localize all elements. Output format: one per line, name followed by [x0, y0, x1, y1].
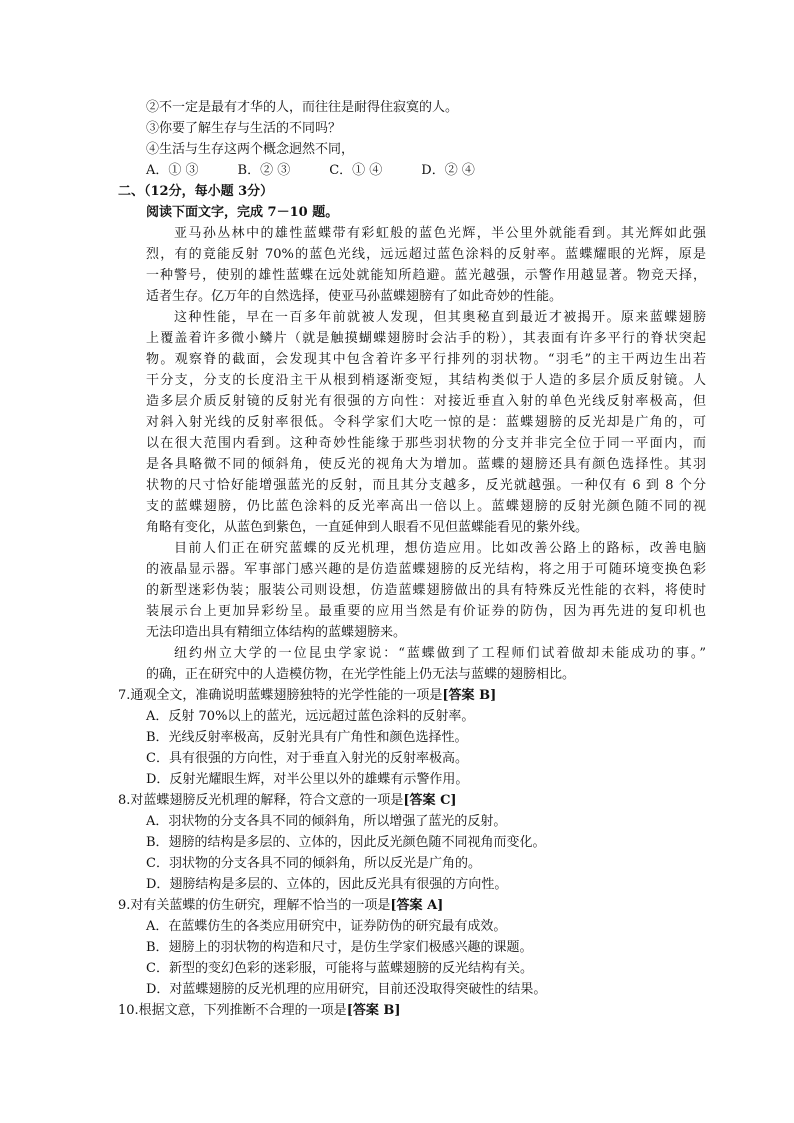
option-b: B．翅膀上的羽状物的构造和尺寸，是仿生学家们极感兴趣的课题。 — [146, 940, 533, 955]
option-b: B．翅膀的结构是多层的、立体的，因此反光颜色随不同视角而变化。 — [146, 835, 546, 850]
passage-line: 适者生存。亿万年的自然选择，使亚马孙蓝蝶翅膀有了如此奇妙的性能。 — [146, 289, 563, 304]
question-9 — [118, 895, 443, 916]
answer-key: [答案 B] — [346, 1003, 401, 1018]
option-a: A．羽状物的分支各具不同的倾斜角，所以增强了蓝光的反射。 — [146, 814, 507, 829]
passage-line: 物。观察脊的截面，会发现其中包含着许多平行排列的羽状物。“羽毛”的主干两边生出若 — [146, 352, 706, 367]
passage-line: 干分支，分支的长度沿主干从根到梢逐渐变短，其结构类似于人造的多层介质反射镜。人 — [146, 373, 706, 388]
question-stem: 8.对蓝蝶翅膀反光机理的解释，符合文意的一项是 — [118, 793, 404, 808]
answer-key: [答案 A] — [390, 898, 444, 913]
question-10 — [118, 1000, 401, 1021]
option-c: C．羽状物的分支各具不同的倾斜角，所以反光是广角的。 — [146, 856, 481, 871]
passage-line: 纽约州立大学的一位昆虫学家说：“蓝蝶做到了工程师们试着做却未能成功的事。” — [174, 646, 706, 661]
option-a: A．反射 70%以上的蓝光，远远超过蓝色涂料的反射率。 — [146, 709, 475, 724]
passage-line: 的新型迷彩伪装；服装公司则设想，仿造蓝蝶翅膀做出的具有特殊反光性能的衣料，将使时 — [146, 583, 706, 598]
passage-line: 无法印造出具有精细立体结构的蓝蝶翅膀来。 — [146, 625, 407, 640]
passage-line: 以在很大范围内看到。这种奇妙性能缘于那些羽状物的分支并非完全位于同一平面内，而 — [146, 436, 706, 451]
intro-line: ③你要了解生存与生活的不同吗？ — [146, 121, 342, 136]
passage-line: 这种性能，早在一百多年前就被人发现，但其奥秘直到最近才被揭开。原来蓝蝶翅膀 — [174, 310, 706, 325]
option-c: C．具有很强的方向性，对于垂直入射光的反射率极高。 — [146, 751, 468, 766]
option-b: B．光线反射率极高，反射光具有广角性和颜色选择性。 — [146, 730, 468, 745]
option-d: D．对蓝蝶翅膀的反光机理的应用研究，目前还没取得突破性的结果。 — [146, 982, 547, 997]
passage-line: 状物的尺寸恰好能增强蓝光的反射，而且其分支越多，反光就越强。一种仅有 6 到 8 个分 — [146, 478, 706, 493]
answer-key: [答案 B] — [442, 688, 497, 703]
section-heading: 二、（12分，每小题 3分） — [118, 184, 274, 199]
option-d: D．反射光耀眼生辉，对半公里以外的雄蝶有示警作用。 — [146, 772, 469, 787]
question-8 — [118, 790, 457, 811]
passage-line: 造多层介质反射镜的反射光有很强的方向性：对接近垂直入射的单色光线反射率极高，但 — [146, 394, 706, 409]
intro-line: ②不一定是最有才华的人，而往往是耐得住寂寞的人。 — [146, 100, 459, 115]
intro-line: ④生活与生存这两个概念迥然不同， — [146, 142, 355, 157]
question-stem: 9.对有关蓝蝶的仿生研究，理解不恰当的一项是 — [118, 898, 391, 913]
option-a: A．在蓝蝶仿生的各类应用研究中，证券防伪的研究最有成效。 — [146, 919, 507, 934]
question-stem: 7.通观全文，准确说明蓝蝶翅膀独特的光学性能的一项是 — [118, 688, 443, 703]
passage-line: 支的蓝蝶翅膀，仍比蓝色涂料的反光率高出一倍以上。蓝蝶翅膀的反射光颜色随不同的视 — [146, 499, 706, 514]
option-d: D．翅膀结构是多层的、立体的，因此反光具有很强的方向性。 — [146, 877, 508, 892]
passage-line: 上覆盖着许多微小鳞片（就是触摸蝴蝶翅膀时会沾手的粉），其表面有许多平行的脊状突起 — [146, 331, 706, 346]
passage-line: 装展示台上更加异彩纷呈。最重要的应用当然是有价证券的防伪，因为再先进的复印机也 — [146, 604, 706, 619]
question-7 — [118, 685, 496, 706]
passage-line: 亚马孙丛林中的雄性蓝蝶带有彩虹般的蓝色光辉，半公里外就能看到。其光辉如此强 — [174, 226, 706, 241]
passage-line: 是各具略微不同的倾斜角，使反光的视角大为增加。蓝蝶的翅膀还具有颜色选择性。其羽 — [146, 457, 706, 472]
answer-key: [答案 C] — [403, 793, 457, 808]
passage-line: 一种警号，使别的雄性蓝蝶在远处就能知所趋避。蓝光越强，示警作用越显著。物竞天择， — [146, 268, 706, 283]
option-c: C．新型的变幻色彩的迷彩服，可能将与蓝蝶翅膀的反光结构有关。 — [146, 961, 533, 976]
passage-line: 的液晶显示器。军事部门感兴趣的是仿造蓝蝶翅膀的反光结构，将之用于可随环境变换色彩 — [146, 562, 706, 577]
intro-options: A．① ③ B．② ③ C．① ④ D．② ④ — [146, 163, 475, 178]
passage-line: 对斜入射光线的反射率很低。令科学家们大吃一惊的是：蓝蝶翅膀的反光却是广角的，可 — [146, 415, 706, 430]
passage-line: 目前人们正在研究蓝蝶的反光机理，想仿造应用。比如改善公路上的路标，改善电脑 — [174, 541, 706, 556]
passage-line: 的确，正在研究中的人造模仿物，在光学性能上仍无法与蓝蝶的翅膀相比。 — [146, 667, 576, 682]
question-stem: 10.根据文意，下列推断不合理的一项是 — [118, 1003, 347, 1018]
instruction: 阅读下面文字，完成 7－10 题。 — [146, 205, 339, 220]
passage-line: 烈，有的竟能反射 70%的蓝色光线，远远超过蓝色涂料的反射率。蓝蝶耀眼的光辉，原是 — [146, 247, 706, 262]
passage-line: 角略有变化，从蓝色到紫色，一直延伸到人眼看不见但蓝蝶能看见的紫外线。 — [146, 520, 589, 535]
